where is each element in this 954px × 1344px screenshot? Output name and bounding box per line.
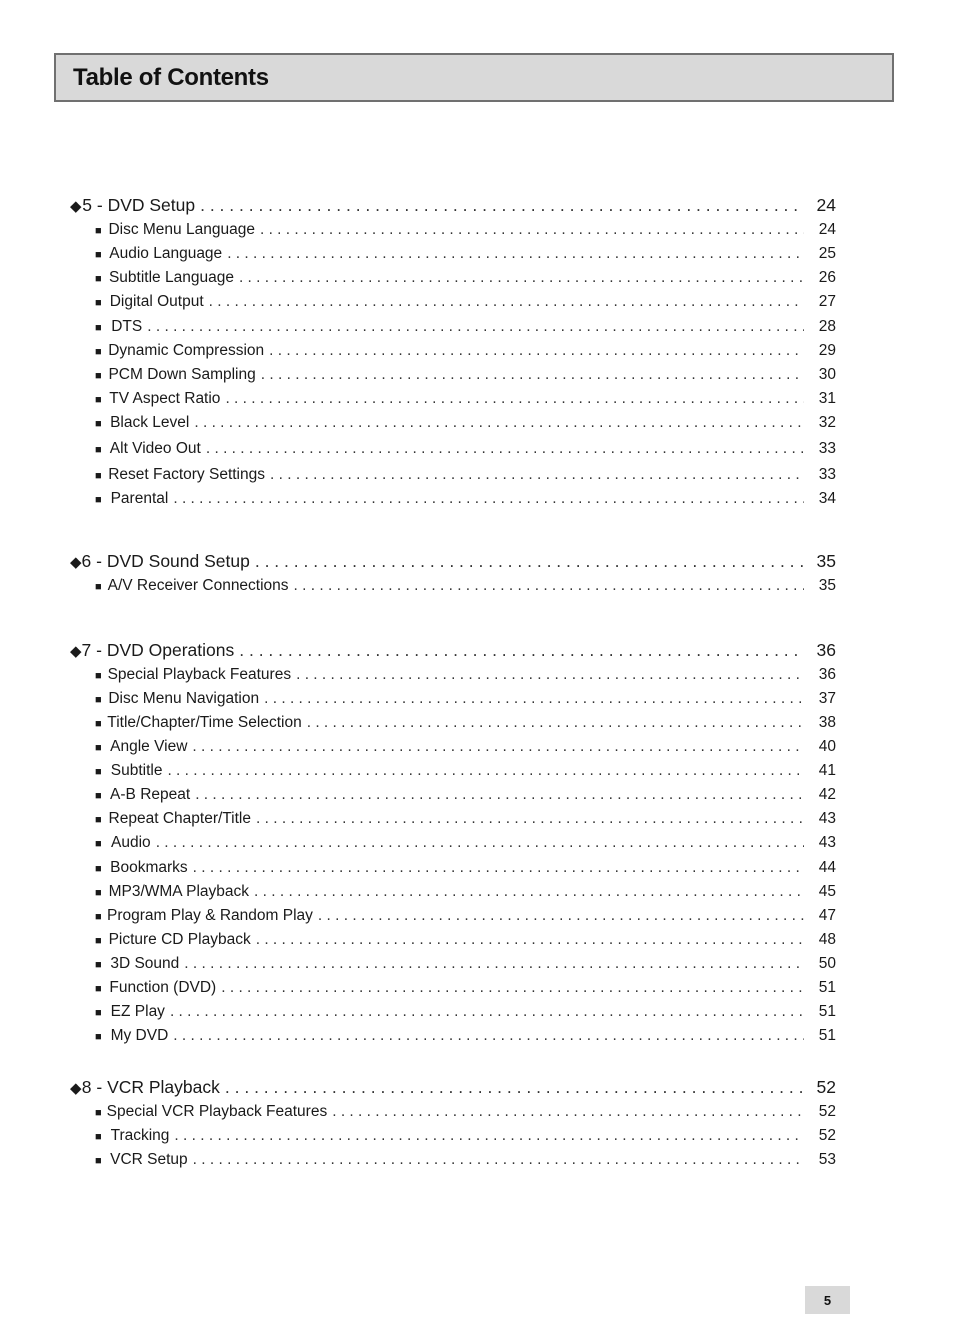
entry-label: Reset Factory Settings (108, 466, 265, 483)
dot-leader (193, 859, 804, 877)
entry-page: 52 (818, 1103, 836, 1120)
entry-label: Parental (110, 490, 169, 507)
entry-label: EZ Play (110, 1003, 165, 1020)
entry-label: Audio Language (109, 245, 223, 262)
entry-label: A/V Receiver Connections (107, 577, 289, 594)
diamond-bullet-icon: ◆ (70, 1080, 82, 1097)
square-bullet-icon: ■ (95, 1107, 102, 1119)
toc-entry (70, 859, 836, 877)
entry-page: 50 (818, 955, 836, 972)
square-bullet-icon: ■ (95, 370, 102, 382)
entry-page: 35 (818, 577, 836, 594)
square-bullet-icon: ■ (95, 670, 102, 682)
dot-leader (239, 269, 804, 287)
dot-leader (269, 342, 804, 360)
entry-page: 31 (818, 390, 836, 407)
toc-entry (70, 577, 836, 595)
dot-leader (318, 907, 804, 925)
dot-leader (206, 440, 804, 458)
square-bullet-icon: ■ (95, 225, 102, 237)
dot-leader (260, 221, 804, 239)
dot-leader (209, 293, 804, 311)
dot-leader (192, 738, 804, 756)
dot-leader (170, 1003, 804, 1021)
square-bullet-icon: ■ (95, 418, 102, 430)
dot-leader (270, 466, 804, 484)
section-heading (70, 551, 836, 572)
square-bullet-icon: ■ (95, 718, 102, 730)
toc-entry (70, 342, 836, 360)
dot-leader (167, 762, 804, 780)
dot-leader (256, 931, 804, 949)
square-bullet-icon: ■ (95, 959, 102, 971)
dot-leader (200, 195, 804, 216)
entry-label: Dynamic Compression (108, 342, 265, 359)
toc-entry (70, 390, 836, 408)
square-bullet-icon: ■ (95, 838, 102, 850)
section-page: 36 (816, 640, 836, 660)
toc-entry (70, 414, 836, 432)
entry-label: MP3/WMA Playback (108, 883, 249, 900)
toc-entry (70, 931, 836, 949)
toc-entry (70, 834, 836, 852)
toc-entry (70, 907, 836, 925)
entry-page: 37 (818, 690, 836, 707)
toc-entry (70, 490, 836, 508)
toc-entry (70, 1103, 836, 1121)
entry-label: Program Play & Random Play (107, 907, 313, 924)
square-bullet-icon: ■ (95, 790, 102, 802)
entry-page: 33 (818, 440, 836, 457)
dot-leader (255, 551, 804, 572)
square-bullet-icon: ■ (95, 322, 102, 334)
entry-label: Disc Menu Navigation (108, 690, 260, 707)
entry-page: 41 (818, 762, 836, 779)
square-bullet-icon: ■ (95, 470, 102, 482)
entry-page: 34 (818, 490, 836, 507)
square-bullet-icon: ■ (95, 444, 102, 456)
square-bullet-icon: ■ (95, 1007, 102, 1019)
entry-page: 26 (818, 269, 836, 286)
dot-leader (184, 955, 804, 973)
entry-label: Subtitle (110, 762, 163, 779)
toc-entry (70, 245, 836, 263)
dot-leader (193, 1151, 804, 1169)
toc-entry (70, 738, 836, 756)
dot-leader (174, 1127, 804, 1145)
entry-label: Disc Menu Language (108, 221, 255, 238)
square-bullet-icon: ■ (95, 911, 102, 923)
section-heading (70, 195, 836, 216)
dot-leader (256, 810, 804, 828)
entry-label: Subtitle Language (108, 269, 234, 286)
dot-leader (294, 577, 804, 595)
entry-label: Tracking (110, 1127, 170, 1144)
dot-leader (173, 490, 804, 508)
dot-leader (195, 786, 804, 804)
square-bullet-icon: ■ (95, 694, 102, 706)
entry-label: Black Level (110, 414, 190, 431)
section-title: 8 - VCR Playback (81, 1077, 220, 1097)
entry-label: Picture CD Playback (108, 931, 251, 948)
square-bullet-icon: ■ (95, 1155, 102, 1167)
diamond-bullet-icon: ◆ (70, 554, 82, 571)
square-bullet-icon: ■ (95, 297, 102, 309)
toc-entry (70, 666, 836, 684)
entry-label: Function (DVD) (109, 979, 217, 996)
toc-entry (70, 269, 836, 287)
toc-entry (70, 1127, 836, 1145)
entry-page: 30 (818, 366, 836, 383)
dot-leader (254, 883, 804, 901)
toc-entry (70, 955, 836, 973)
entry-page: 25 (818, 245, 836, 262)
square-bullet-icon: ■ (95, 1031, 102, 1043)
entry-label: PCM Down Sampling (108, 366, 256, 383)
entry-page: 38 (818, 714, 836, 731)
dot-leader (225, 390, 804, 408)
entry-label: Digital Output (109, 293, 204, 310)
toc-entry (70, 293, 836, 311)
dot-leader (332, 1103, 804, 1121)
square-bullet-icon: ■ (95, 1131, 102, 1143)
entry-page: 40 (818, 738, 836, 755)
entry-label: Bookmarks (110, 859, 188, 876)
square-bullet-icon: ■ (95, 742, 102, 754)
entry-label: VCR Setup (110, 1151, 188, 1168)
entry-page: 53 (818, 1151, 836, 1168)
square-bullet-icon: ■ (95, 494, 102, 506)
dot-leader (147, 318, 804, 336)
toc-entry (70, 221, 836, 239)
square-bullet-icon: ■ (95, 887, 102, 899)
dot-leader (264, 690, 804, 708)
square-bullet-icon: ■ (95, 273, 102, 285)
square-bullet-icon: ■ (95, 766, 102, 778)
toc-entry (70, 318, 836, 336)
entry-page: 51 (818, 1003, 836, 1020)
dot-leader (194, 414, 804, 432)
toc-entry (70, 466, 836, 484)
title-banner (54, 53, 894, 102)
diamond-bullet-icon: ◆ (70, 198, 82, 215)
entry-page: 29 (818, 342, 836, 359)
entry-label: TV Aspect Ratio (109, 390, 221, 407)
square-bullet-icon: ■ (95, 394, 102, 406)
toc-entry (70, 714, 836, 732)
toc-entry (70, 440, 836, 458)
entry-page: 33 (818, 466, 836, 483)
entry-page: 27 (818, 293, 836, 310)
dot-leader (227, 245, 804, 263)
dot-leader (225, 1077, 804, 1098)
entry-page: 43 (818, 810, 836, 827)
square-bullet-icon: ■ (95, 581, 102, 593)
toc-entry (70, 1151, 836, 1169)
entry-label: Special Playback Features (107, 666, 292, 683)
entry-page: 44 (818, 859, 836, 876)
entry-label: Title/Chapter/Time Selection (107, 714, 302, 731)
section-title: 5 - DVD Setup (82, 195, 196, 215)
toc-entry (70, 786, 836, 804)
toc-entry (70, 1027, 836, 1045)
entry-page: 36 (818, 666, 836, 683)
entry-label: A-B Repeat (110, 786, 191, 803)
entry-label: Repeat Chapter/Title (108, 810, 251, 827)
entry-page: 51 (818, 979, 836, 996)
entry-page: 28 (818, 318, 836, 335)
toc-entry (70, 762, 836, 780)
dot-leader (156, 834, 804, 852)
square-bullet-icon: ■ (95, 863, 102, 875)
diamond-bullet-icon: ◆ (70, 643, 82, 660)
entry-page: 51 (818, 1027, 836, 1044)
section-page: 24 (816, 195, 836, 215)
square-bullet-icon: ■ (95, 346, 102, 358)
dot-leader (221, 979, 804, 997)
entry-label: Alt Video Out (109, 440, 201, 457)
dot-leader (307, 714, 804, 732)
page-title: Table of Contents (73, 63, 269, 91)
toc-entry (70, 810, 836, 828)
toc-entry (70, 1003, 836, 1021)
square-bullet-icon: ■ (95, 983, 102, 995)
section-heading (70, 640, 836, 661)
toc-entry (70, 366, 836, 384)
section-heading (70, 1077, 836, 1098)
entry-label: 3D Sound (110, 955, 180, 972)
entry-page: 43 (818, 834, 836, 851)
page-number: 5 (823, 1292, 832, 1308)
entry-label: Special VCR Playback Features (106, 1103, 328, 1120)
entry-label: DTS (111, 318, 143, 335)
entry-label: Audio (111, 834, 151, 851)
square-bullet-icon: ■ (95, 814, 102, 826)
entry-page: 45 (818, 883, 836, 900)
entry-label: My DVD (110, 1027, 169, 1044)
section-page: 35 (816, 551, 836, 571)
entry-page: 48 (818, 931, 836, 948)
dot-leader (239, 640, 804, 661)
section-page: 52 (816, 1077, 836, 1097)
section-title: 6 - DVD Sound Setup (81, 551, 250, 571)
page-number-badge (805, 1286, 850, 1314)
dot-leader (296, 666, 804, 684)
entry-page: 24 (818, 221, 836, 238)
entry-page: 32 (818, 414, 836, 431)
entry-page: 52 (818, 1127, 836, 1144)
toc-entry (70, 883, 836, 901)
entry-label: Angle View (110, 738, 188, 755)
toc-entry (70, 690, 836, 708)
square-bullet-icon: ■ (95, 249, 102, 261)
section-title: 7 - DVD Operations (81, 640, 235, 660)
dot-leader (173, 1027, 804, 1045)
entry-page: 42 (818, 786, 836, 803)
toc-entry (70, 979, 836, 997)
entry-page: 47 (818, 907, 836, 924)
square-bullet-icon: ■ (95, 935, 102, 947)
dot-leader (261, 366, 804, 384)
